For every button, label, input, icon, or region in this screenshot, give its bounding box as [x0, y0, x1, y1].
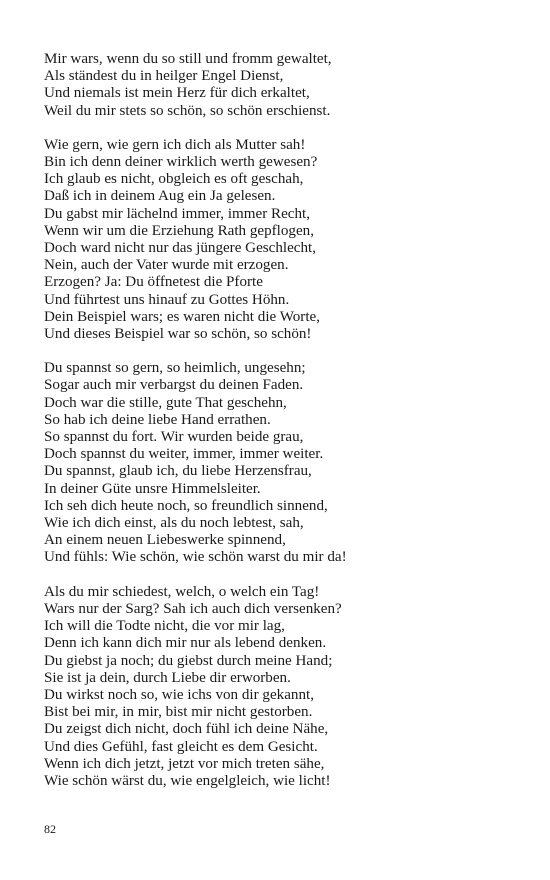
poem-line: Du wirkst noch so, wie ichs von dir gekannt,: [44, 686, 314, 703]
poem-line: Wars nur der Sarg? Sah ich auch dich versenken?: [44, 600, 342, 617]
poem-line: Nein, auch der Vater wurde mit erzogen.: [44, 257, 289, 274]
poem-line: Du spannst, glaub ich, du liebe Herzensfrau,: [44, 463, 312, 480]
poem-line: Als du mir schiedest, welch, o welch ein Tag!: [44, 583, 320, 600]
poem-text: [44, 51, 524, 807]
poem-line: In deiner Güte unsre Himmelsleiter.: [44, 480, 261, 497]
poem-line: Du giebst ja noch; du giebst durch meine Hand;: [44, 652, 333, 669]
poem-line: Daß ich in deinem Aug ein Ja gelesen.: [44, 188, 276, 205]
poem-line: Und führtest uns hinauf zu Gottes Höhn.: [44, 291, 290, 308]
poem-line: Wie schön wärst du, wie engelgleich, wie licht!: [44, 772, 331, 789]
poem-line: Du spannst so gern, so heimlich, ungesehn;: [44, 360, 306, 377]
poem-line: Du zeigst dich nicht, doch fühl ich deine Nähe,: [44, 721, 329, 738]
poem-line: Erzogen? Ja: Du öffnetest die Pforte: [44, 274, 263, 291]
poem-line: Sogar auch mir verbargst du deinen Faden.: [44, 377, 304, 394]
poem-line: Doch war die stille, gute That geschehn,: [44, 394, 287, 411]
stanza-4: [44, 584, 524, 790]
poem-line: Sie ist ja dein, durch Liebe dir erworben.: [44, 669, 291, 686]
poem-line: Denn ich kann dich mir nur als lebend denken.: [44, 635, 327, 652]
poem-line: Doch ward nicht nur das jüngere Geschlecht,: [44, 240, 317, 257]
poem-line: Weil du mir stets so schön, so schön erschienst.: [44, 102, 331, 119]
page-number: 82: [44, 822, 56, 836]
poem-line: Wenn ich dich jetzt, jetzt vor mich treten sähe,: [44, 755, 325, 772]
poem-line: Wenn wir um die Erziehung Rath gepflogen,: [44, 222, 314, 239]
stanza-1: [44, 51, 524, 120]
poem-line: Bin ich denn deiner wirklich werth gewesen?: [44, 154, 318, 171]
poem-line: So hab ich deine liebe Hand errathen.: [44, 411, 271, 428]
poem-line: Bist bei mir, in mir, bist mir nicht gestorben.: [44, 704, 313, 721]
poem-line: Doch spannst du weiter, immer, immer weiter.: [44, 446, 324, 463]
poem-line: Ich will die Todte nicht, die vor mir lag,: [44, 618, 285, 635]
poem-line: Ich seh dich heute noch, so freundlich sinnend,: [44, 497, 328, 514]
stanza-2: [44, 137, 524, 343]
poem-line: So spannst du fort. Wir wurden beide grau,: [44, 429, 304, 446]
poem-line: An einem neuen Liebeswerke spinnend,: [44, 532, 286, 549]
poem-line: Wie gern, wie gern ich dich als Mutter sah!: [44, 136, 306, 153]
poem-line: Mir wars, wenn du so still und fromm gewaltet,: [44, 51, 332, 67]
stanza-3: [44, 360, 524, 566]
poem-line: Und niemals ist mein Herz für dich erkaltet,: [44, 85, 310, 102]
poem-line: Wie ich dich einst, als du noch lebtest, sah,: [44, 515, 304, 532]
poem-line: Und dies Gefühl, fast gleicht es dem Gesicht.: [44, 738, 318, 755]
poem-line: Dein Beispiel wars; es waren nicht die Worte,: [44, 308, 320, 325]
poem-line: Als ständest du in heilger Engel Dienst,: [44, 68, 284, 85]
poem-line: Und dieses Beispiel war so schön, so schön!: [44, 326, 312, 343]
poem-line: Ich glaub es nicht, obgleich es oft geschah,: [44, 171, 304, 188]
poem-line: Und fühls: Wie schön, wie schön warst du mir da!: [44, 549, 347, 566]
poem-line: Du gabst mir lächelnd immer, immer Recht,: [44, 205, 310, 222]
